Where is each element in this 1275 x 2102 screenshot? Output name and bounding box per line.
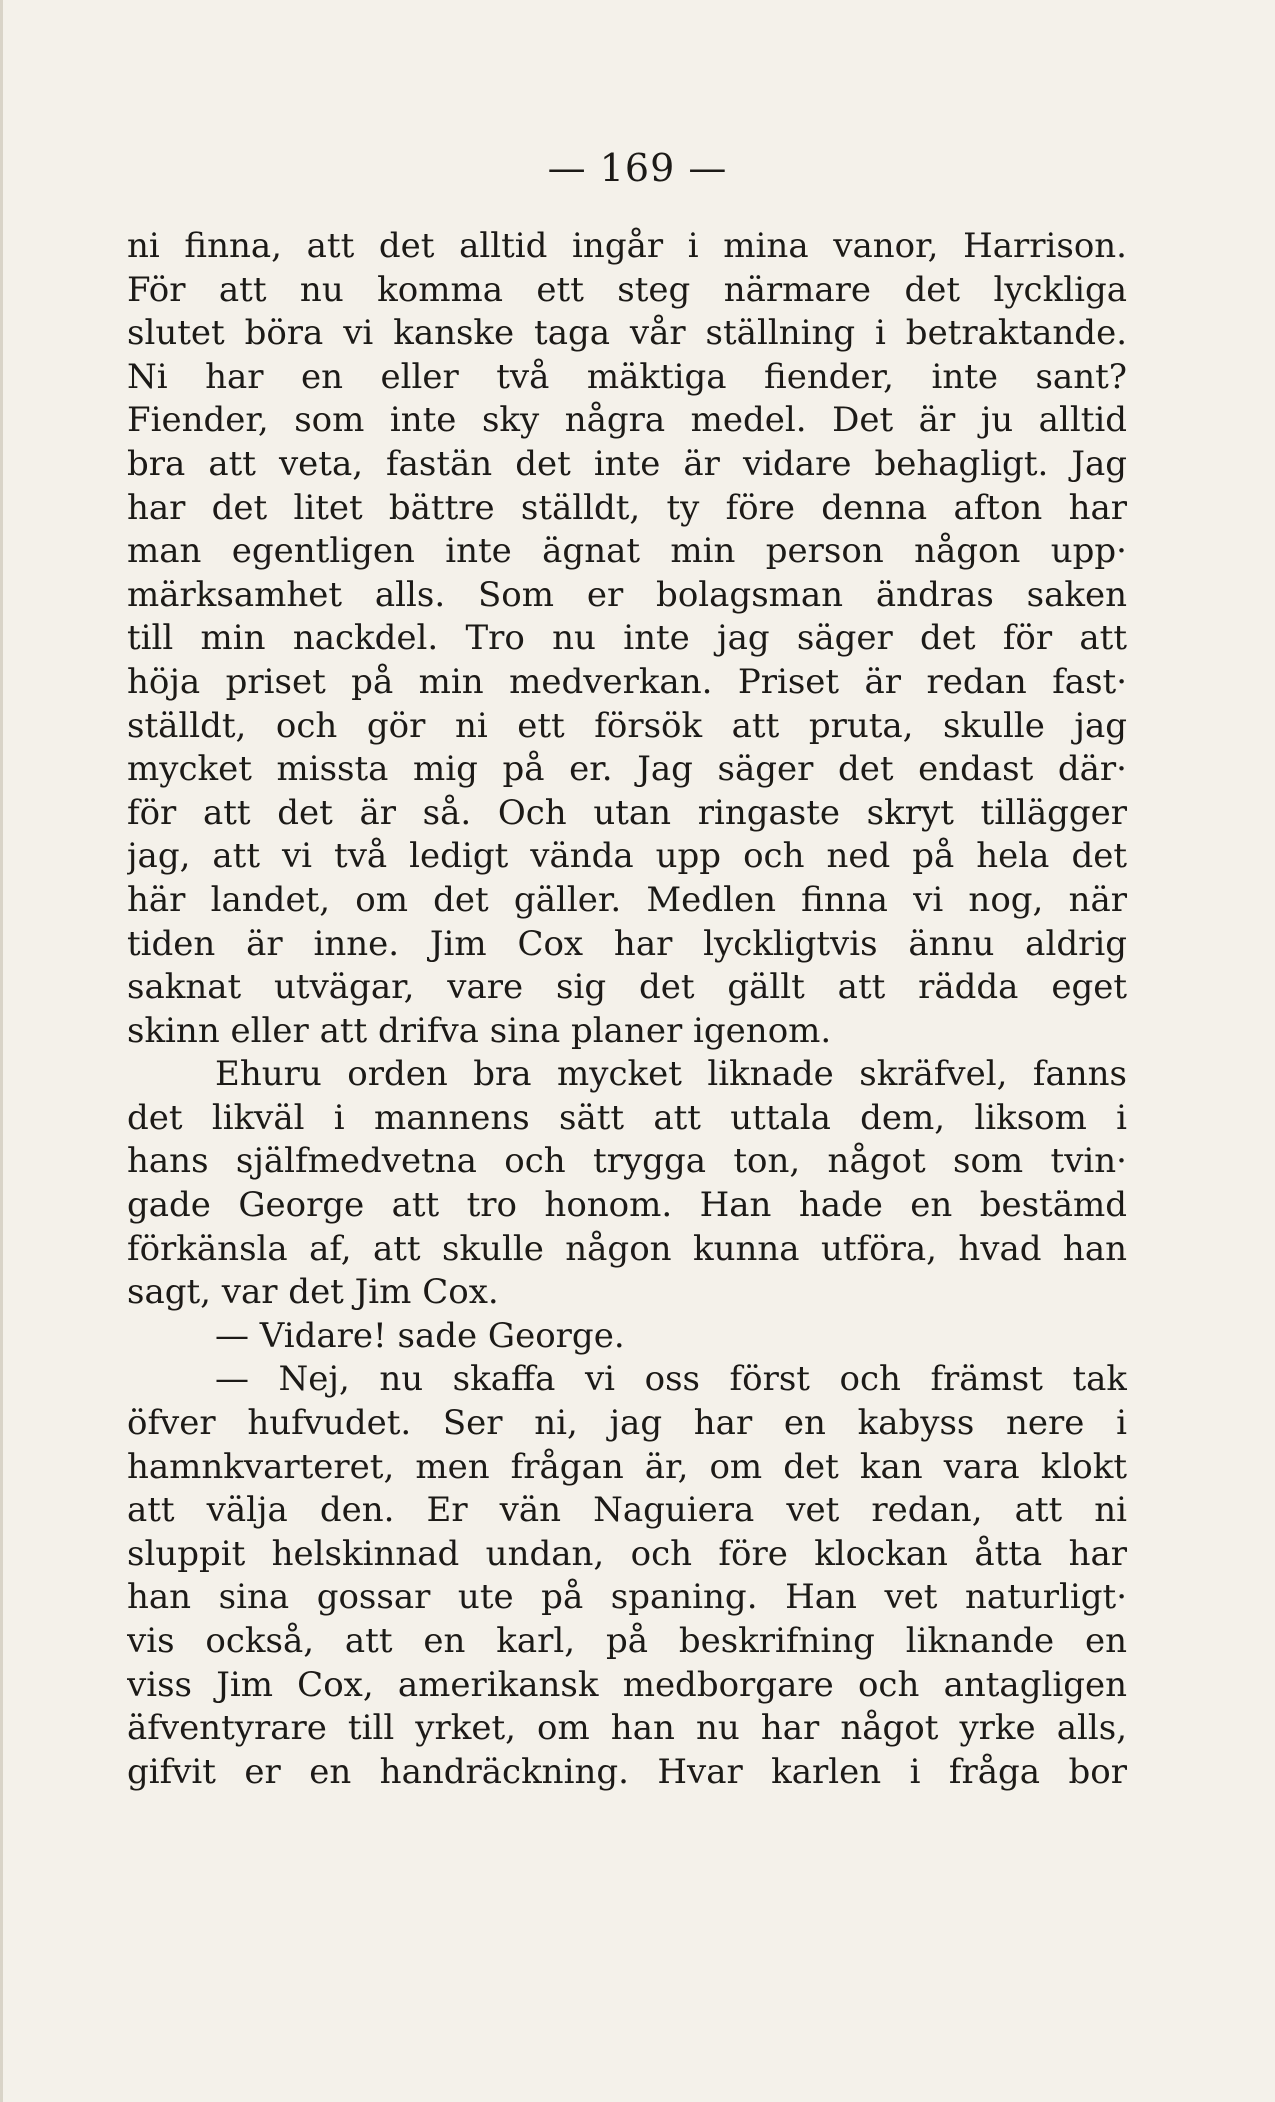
text-line: Fiender, som inte sky några medel. Det är ju alltid <box>127 400 1127 441</box>
text-line: äfventyrare till yrket, om han nu har något yrke alls, <box>127 1708 1127 1749</box>
text-line: gade George att tro honom. Han hade en bestämd <box>127 1185 1127 1226</box>
text-line: öfver hufvudet. Ser ni, jag har en kabyss nere i <box>127 1403 1127 1444</box>
text-line: Ni har en eller två mäktiga fiender, inte sant? <box>127 356 1127 397</box>
page-edge <box>0 0 3 2102</box>
text-line: man egentligen inte ägnat min person någon upp· <box>127 531 1127 572</box>
text-line: hans själfmedvetna och trygga ton, något som tvin· <box>127 1141 1127 1182</box>
text-line: till min nackdel. Tro nu inte jag säger det för att <box>127 618 1127 659</box>
text-line: hamnkvarteret, men frågan är, om det kan vara klokt <box>127 1446 1127 1487</box>
text-line: bra att veta, fastän det inte är vidare behagligt. Jag <box>127 443 1127 484</box>
text-line: viss Jim Cox, amerikansk medborgare och antagligen <box>127 1664 1127 1705</box>
text-line: ni finna, att det alltid ingår i mina vanor, Harrison. <box>127 226 1127 266</box>
text-line: för att det är så. Och utan ringaste skryt tillägger <box>127 792 1127 833</box>
text-line: gifvit er en handräckning. Hvar karlen i fråga bor <box>127 1751 1127 1792</box>
text-line: sluppit helskinnad undan, och före klockan åtta har <box>127 1533 1127 1574</box>
page-number: — 169 — <box>547 146 728 190</box>
text-line: Ehuru orden bra mycket liknade skräfvel, fanns <box>215 1054 1127 1095</box>
text-line: märksamhet alls. Som er bolagsman ändras saken <box>127 574 1127 615</box>
text-line: — Nej, nu skaffa vi oss först och främst tak <box>215 1359 1127 1400</box>
text-line: mycket missta mig på er. Jag säger det endast där· <box>127 749 1127 790</box>
text-line: vis också, att en karl, på beskrifning liknande en <box>127 1621 1127 1661</box>
text-line: har det litet bättre ställdt, ty före denna afton har <box>127 487 1127 528</box>
text-line: För att nu komma ett steg närmare det lyckliga <box>127 269 1127 310</box>
text-line: slutet böra vi kanske taga vår ställning i betraktande. <box>127 313 1127 354</box>
body-text <box>127 225 1127 1794</box>
text-line: här landet, om det gäller. Medlen finna vi nog, när <box>127 879 1127 920</box>
text-line: saknat utvägar, vare sig det gällt att rädda eget <box>127 967 1127 1008</box>
text-line: skinn eller att drifva sina planer igenom. <box>127 1010 832 1051</box>
text-line: att välja den. Er vän Naguiera vet redan, att ni <box>127 1490 1127 1531</box>
text-line: förkänsla af, att skulle någon kunna utföra, hvad han <box>127 1228 1127 1269</box>
text-line: ställdt, och gör ni ett försök att pruta, skulle jag <box>127 705 1127 746</box>
text-line: jag, att vi två ledigt vända upp och ned på hela det <box>127 836 1127 877</box>
text-line: höja priset på min medverkan. Priset är redan fast· <box>127 661 1127 702</box>
text-line: han sina gossar ute på spaning. Han vet naturligt· <box>127 1577 1127 1618</box>
text-line: tiden är inne. Jim Cox har lyckligtvis ännu aldrig <box>127 923 1127 964</box>
text-line: — Vidare! sade George. <box>215 1315 625 1356</box>
text-line: det likväl i mannens sätt att uttala dem, liksom i <box>127 1097 1127 1138</box>
text-line: sagt, var det Jim Cox. <box>127 1272 499 1313</box>
